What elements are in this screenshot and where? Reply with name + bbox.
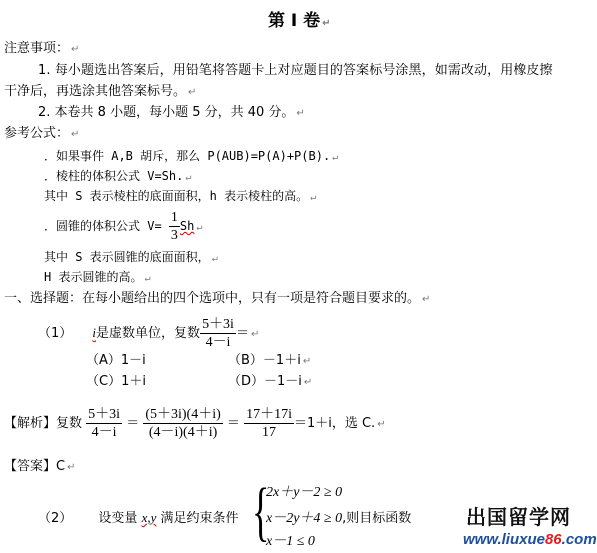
q2-text-pre: 设变量 (98, 511, 138, 526)
prism-note (44, 187, 316, 207)
cone-note-2-text: H 表示圆锥的高。 (44, 270, 143, 284)
notice-item-1 (38, 62, 553, 80)
analysis: 【解析】复数 $\frac{5+3i}{4-i}$ ＝ $\frac{(5+3i)(4+i)}{(4-i)(4+i)}$ ＝ $\frac{17+17i}{17}$ ＝1＋i，选 C. ↵ (4, 407, 386, 440)
paragraph-mark: ↵ (144, 273, 151, 284)
question-1 (38, 313, 259, 355)
analysis-fraction-2 (143, 406, 222, 441)
q1-text: 是虚数单位，复数 (96, 326, 201, 341)
q1-option-b-text: （B）－1＋i (228, 353, 301, 368)
notice-item-2 (38, 104, 305, 123)
cone-note-1-text: 其中 S 表示圆锥的底面面积， (44, 250, 210, 264)
q1-fraction (200, 316, 236, 351)
q2-vars: x,y (141, 510, 157, 525)
analysis-f3-den: 17 (262, 425, 277, 440)
page-title (268, 10, 331, 35)
q2-constraint-3 (266, 533, 315, 551)
section-title-text: 一、选择题：在每小题给出的四个选项中，只有一项是符合题目要求的。 (4, 291, 421, 306)
cone-fraction-num: 1 (170, 210, 178, 225)
paragraph-mark: ↵ (296, 108, 305, 119)
analysis-f1-num: 5＋3i (88, 407, 121, 422)
formula-prism (44, 167, 191, 187)
answer-label: 【答案】C (4, 459, 66, 474)
watermark-url (463, 531, 597, 550)
answer (4, 458, 75, 477)
notice-header (4, 40, 79, 59)
paragraph-mark: ↵ (322, 18, 331, 29)
analysis-tail: ＝1＋i，选 C. (293, 416, 376, 431)
paragraph-mark: ↵ (67, 462, 76, 473)
constraint-brace: { (252, 475, 270, 548)
section-title (4, 290, 430, 309)
analysis-f2-num: (5＋3i)(4＋i) (145, 407, 221, 422)
analysis-f3-num: 17＋17i (246, 407, 292, 422)
notice-item-1-line-1: 1. 每小题选出答案后，用铅笔将答题卡上对应题目的答案标号涂黑，如需改动，用橡皮擦 (38, 63, 553, 78)
paragraph-mark: ↵ (188, 87, 197, 98)
q1-number: （1） (38, 326, 73, 341)
paragraph-mark: ↵ (211, 253, 218, 264)
paragraph-mark: ↵ (310, 192, 317, 203)
prism-note-text: 其中 S 表示棱柱的底面面积，h 表示棱柱的高。 (44, 189, 309, 203)
cone-fraction (169, 209, 180, 244)
paragraph-mark: ↵ (71, 129, 80, 140)
watermark-url-b: 86 (544, 531, 562, 548)
paragraph-mark: ↵ (196, 222, 203, 233)
q2-constraint-1 (266, 484, 342, 502)
q2-text-post: 满足约束条件 (160, 511, 239, 526)
paragraph-mark: ↵ (185, 172, 192, 183)
cone-fraction-den: 3 (170, 228, 178, 243)
q2-constraint-3-text: x－1 ≤ 0 (266, 534, 315, 549)
q2-constraint-2 (266, 509, 411, 528)
analysis-f2-den: (4－i)(4＋i) (148, 425, 218, 440)
cone-note-2 (44, 268, 150, 288)
cone-sh: Sh (179, 219, 195, 233)
analysis-label: 【解析】复数 (4, 416, 83, 431)
formula-prism-text: ．棱柱的体积公式 V=Sh. (44, 169, 184, 183)
q1-option-c (86, 373, 146, 391)
notice-item-1-line-2: 干净后，再选涂其他答案标号。 (4, 84, 187, 99)
paragraph-mark: ↵ (250, 329, 260, 340)
analysis-f1-den: 4－i (91, 425, 117, 440)
q2-constraint-1-text: 2x＋y－2 ≥ 0 (266, 485, 343, 500)
analysis-fraction-3 (244, 406, 294, 441)
cone-note-1 (44, 248, 218, 268)
paragraph-mark: ↵ (303, 377, 313, 388)
question-2 (38, 509, 239, 528)
watermark-url-c: .com (561, 531, 597, 548)
formula-cone-text: ．圆锥的体积公式 V= (44, 219, 162, 233)
title-text: 第 I 卷 (268, 11, 321, 31)
watermark-title: 出国留学网 (466, 505, 571, 529)
q2-constraint-2-text: x－2y＋4 ≥ 0 (266, 511, 343, 526)
q1-fraction-num: 5＋3i (202, 317, 234, 332)
paragraph-mark: ↵ (71, 44, 80, 55)
paragraph-mark: ↵ (332, 152, 339, 163)
q1-option-d-text: （D）－1－i (228, 374, 302, 389)
notice-item-1-cont (4, 83, 196, 102)
watermark-logo (466, 505, 571, 533)
watermark-url-a: www.liuxue (463, 531, 545, 548)
formula-cone (44, 206, 202, 248)
q1-option-b (228, 352, 311, 371)
ref-header (4, 125, 79, 144)
q1-fraction-den: 4－i (205, 335, 231, 350)
q1-i: i (92, 325, 97, 340)
notice-item-2-text: 2. 本卷共 8 小题，每小题 5 分，共 40 分。 (38, 105, 295, 120)
paragraph-mark: ↵ (302, 356, 312, 367)
paragraph-mark: ↵ (377, 419, 386, 430)
paragraph-mark: ↵ (422, 294, 431, 305)
ref-header-text: 参考公式： (4, 126, 70, 141)
q1-option-a (86, 352, 146, 370)
q1-option-c-text: （C）1＋i (86, 374, 146, 389)
analysis-fraction-1 (86, 406, 122, 441)
notice-header-text: 注意事项： (4, 41, 70, 56)
q2-constraint-2-tail: ,则目标函数 (342, 511, 412, 526)
q1-option-a-text: （A）1－i (86, 353, 146, 368)
q1-equals: ＝ (235, 326, 249, 341)
formula-events-text: ．如果事件 A,B 胡斥，那么 P(AUB)=P(A)+P(B). (44, 149, 331, 163)
formula-events (44, 147, 338, 167)
q1-option-d (228, 373, 312, 392)
q2-number: （2） (38, 511, 73, 526)
